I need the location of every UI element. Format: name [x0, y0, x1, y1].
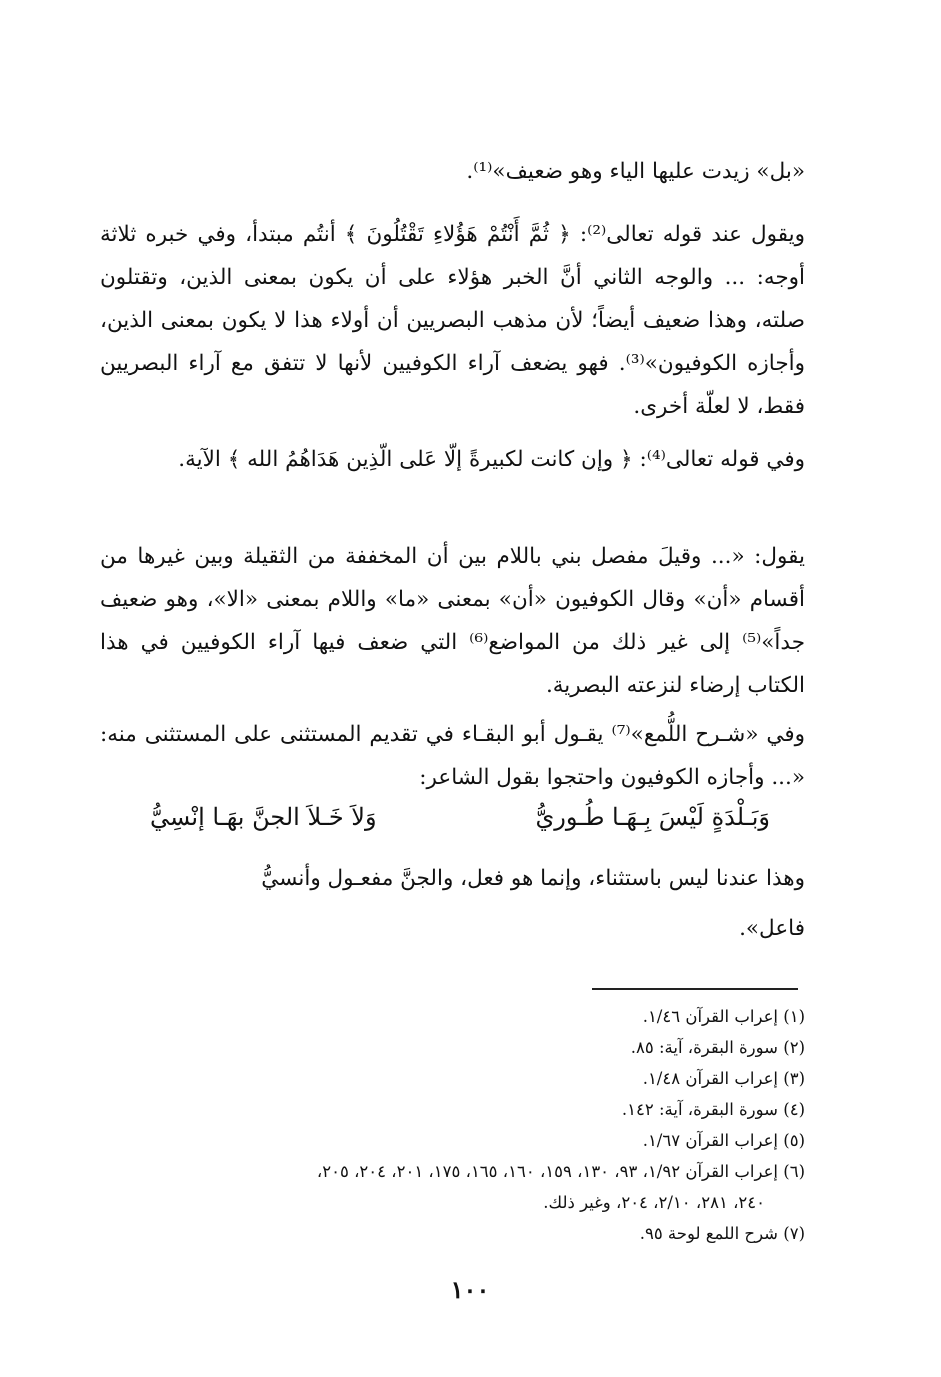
- footnote-item: (٦) إعراب القرآن ١/٩٢، ٩٣، ١٣٠، ١٥٩، ١٦٠، ١٦٥، ١٧٥، ٢٠١، ٢٠٤، ٢٠٥،: [316, 1162, 805, 1181]
- footnote-item: (٣) إعراب القرآن ١/٤٨.: [642, 1069, 805, 1088]
- footnotes: [100, 1001, 805, 1249]
- verse-first-hemistich: وَبَـلْدَةٍ لَيْسَ بِـهَـا طُـوريُّ: [535, 803, 770, 831]
- footnote-item: (٤) سورة البقرة، آية: ١٤٢.: [621, 1100, 805, 1119]
- footnote-item: (٧) شرح اللمع لوحة ٩٥.: [639, 1224, 805, 1243]
- paragraph-text: يقول: «... وقيلَ مفصل بني باللام بين أن المخففة من الثقيلة وبين غيرها من أقسام «أن» وقال الكوفيون «أن» بمعنى «ما» واللام بمعنى «الا»، وهو ضعيف جداً»⁽⁵⁾ إلى غير ذلك من المواضع⁽⁶⁾ التي ضعف فيها آراء الكوفيين في هذا الكتاب إرضاء لنزعته البصرية.: [100, 544, 805, 698]
- footnote-item: (٢) سورة البقرة، آية: ٨٥.: [630, 1038, 805, 1057]
- paragraph-verse-explanation: [100, 857, 805, 900]
- poetry-verse: [150, 797, 770, 837]
- paragraph-text: وهذا عندنا ليس باستثناء، وإنما هو فعل، والجنَّ مفعـول وأنسيُّ: [261, 866, 805, 891]
- footnote-divider: [592, 988, 798, 990]
- verse-second-hemistich: وَلاَ خَـلاَ الجنَّ بهَـا إنْسِيُّ: [150, 803, 377, 831]
- paragraph-verse-explanation-end: [100, 907, 805, 950]
- paragraph-kufans-weak: [100, 535, 805, 707]
- paragraph-text: ويقول عند قوله تعالى⁽²⁾: ﴿ ثُمَّ أَنْتُمْ هَؤُلاءِ تَقْتُلُونَ ﴾ أنتُم مبتدأ، وفي خبره ثلاثة أوجه: ... والوجه الثاني أنَّ الخبر هؤلاء على أن يكون بمعنى الذين، وتقتلون صلته، وهذا ضعيف أيضاً؛ لأن مذهب البصريين أن أولاء هذا لا يكون بمعنى الذين، وأجازه الكوفيون»⁽³⁾. فهو يضعف آراء الكوفيين لأنها لا تتفق مع آراء البصريين فقط، لا لعلّة أخرى.: [100, 222, 806, 419]
- footnote-item-continuation: ٢٤٠، ٢٨١، ٢/١٠، ٢٠٤، وغير ذلك.: [543, 1193, 765, 1212]
- footnote-item: (١) إعراب القرآن ١/٤٦.: [642, 1007, 805, 1026]
- paragraph-text: «بل» زيدت عليها الياء وهو ضعيف»⁽¹⁾.: [466, 159, 805, 184]
- paragraph-text: وفي قوله تعالى⁽⁴⁾: ﴿ وإن كانت لكبيرةً إلّا عَلى الّذِين هَدَاهُمُ الله ﴾ الآية.: [178, 447, 805, 472]
- paragraph-quote-end: [100, 150, 805, 193]
- paragraph-text: فاعل».: [739, 916, 805, 941]
- page-number: ١٠٠: [450, 1275, 490, 1304]
- paragraph-text: وفي «شـرح اللُّمع»⁽⁷⁾ يقـول أبو البقـاء في تقديم المستثنى على المستثنى منه: «... وأجازه الكوفيون واحتجوا بقول الشاعر:: [100, 722, 805, 790]
- footnote-item: (٥) إعراب القرآن ١/٦٧.: [642, 1131, 805, 1150]
- paragraph-sharh-al-luma: [100, 713, 805, 799]
- paragraph-kabira-verse: [100, 438, 805, 481]
- paragraph-qatl-verse: [100, 213, 805, 428]
